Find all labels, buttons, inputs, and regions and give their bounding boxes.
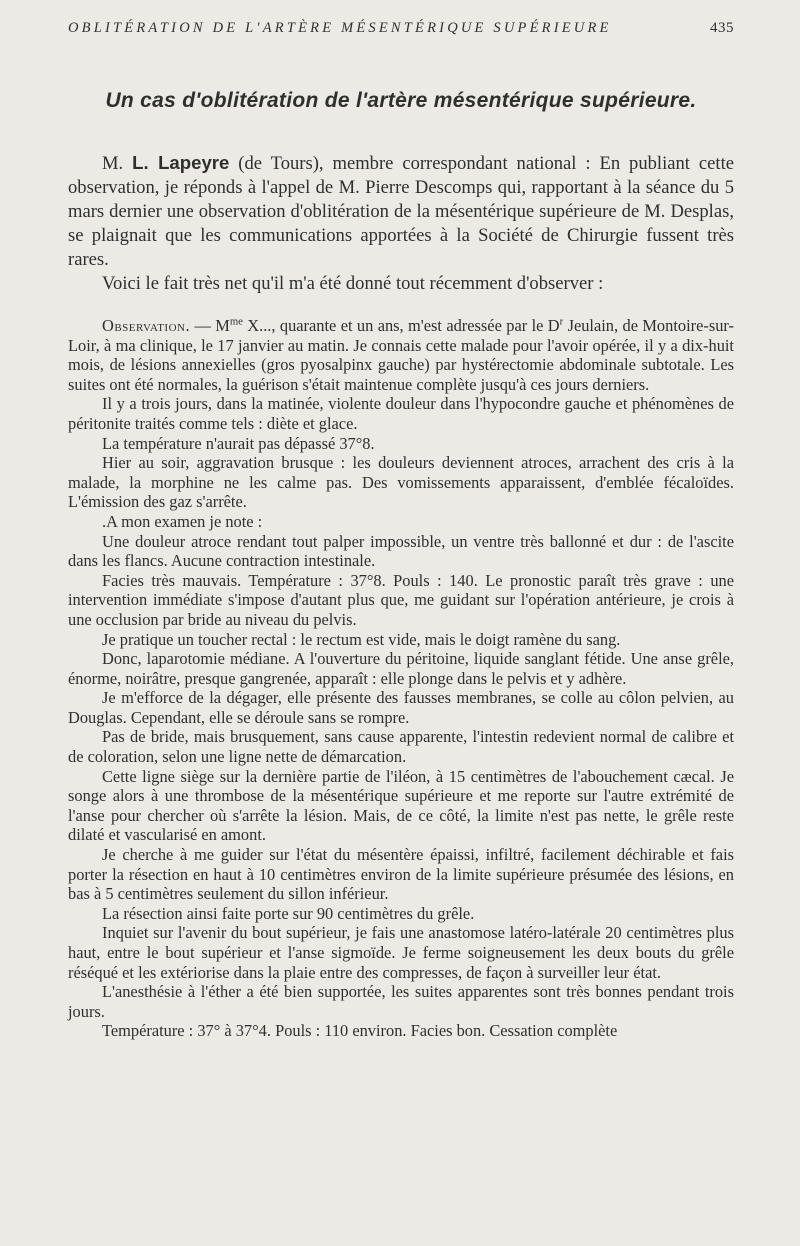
observation-paragraph: Je pratique un toucher rectal : le rectum est vide, mais le doigt ramène du sang. [102, 629, 621, 649]
intro-paragraph-1-text: (de Tours), membre correspondant national : En publiant cette observation, je réponds à l'appel de M. Pierre Descomps qui, rapportant à la séance du 5 mars dernier une observation d'oblitération de la mésentérique supérieure de M. Desplas, se plaignait que les communications apportées à la Société de Chirurgie fussent très rares. [68, 153, 734, 270]
observation-paragraph: Température : 37° à 37°4. Pouls : 110 environ. Facies bon. Cessation complète [102, 1021, 618, 1041]
running-title: OBLITÉRATION DE L'ARTÈRE MÉSENTÉRIQUE SUPÉRIEURE [68, 20, 612, 36]
author-name: L. Lapeyre [132, 152, 230, 173]
observation-paragraph: Cette ligne siège sur la dernière partie de l'iléon, à 15 centimètres de l'abouchement cæcal. Je songe alors à une thrombose de la mésentérique supérieure et me reporte sur l'autre extrémité de l'anse pour chercher où s'arrête la lésion. Mais, de ce côté, la limite n'est pas nette, le grêle reste dilaté et vascularisé en amont. [68, 766, 734, 845]
observation-paragraph: Pas de bride, mais brusquement, sans cause apparente, l'intestin redevient normal de calibre et de coloration, selon une ligne nette de démarcation. [68, 727, 734, 767]
observation-paragraph: Il y a trois jours, dans la matinée, violente douleur dans l'hypocondre gauche et phénomènes de péritonite traités comme tels : diète et glace. [68, 394, 734, 433]
observation-paragraph: Une douleur atroce rendant tout palper impossible, un ventre très ballonné et dur : de l'ascite dans les flancs. Aucune contraction intestinale. [68, 531, 734, 571]
observation-paragraph: Donc, laparotomie médiane. A l'ouverture du péritoine, liquide sanglant fétide. Une anse grêle, énorme, noirâtre, presque gangrenée, apparaît : elle plonge dans le pelvis et y adhère. [68, 649, 734, 688]
running-head [68, 20, 734, 37]
page-number: 435 [710, 20, 734, 36]
observation-label: Observation. [102, 316, 191, 335]
observation-paragraph: La température n'aurait pas dépassé 37°8. [102, 433, 375, 453]
author-prefix: M. [102, 153, 133, 174]
intro-section [68, 151, 734, 296]
intro-paragraph-1 [68, 151, 734, 272]
observation-paragraph: L'anesthésie à l'éther a été bien supportée, les suites apparentes sont très bonnes pendant trois jours. [68, 982, 734, 1021]
article-title: Un cas d'oblitération de l'artère mésentérique supérieure. [105, 89, 697, 112]
intro-paragraph-2: Voici le fait très net qu'il m'a été donné tout récemment d'observer : [102, 273, 604, 294]
observation-paragraph: Je cherche à me guider sur l'état du mésentère épaissi, infiltré, facilement déchirable et fais porter la résection en haut à 10 centimètres environ de la limite supérieure présumée des lésions, en bas à 5 centimètres seulement du sillon inférieur. [68, 845, 734, 904]
observation-section [68, 316, 734, 1041]
observation-paragraph: La résection ainsi faite porte sur 90 centimètres du grêle. [102, 903, 475, 923]
observation-paragraph: Facies très mauvais. Température : 37°8. Pouls : 140. Le pronostic paraît très grave : une intervention immédiate s'impose d'autant plus que, me guidant sur l'opération antérieure, je crois à une occlusion par bride au niveau du pelvis. [68, 570, 734, 629]
observation-paragraph: Je m'efforce de la dégager, elle présente des fausses membranes, se colle au côlon pelvien, au Douglas. Cependant, elle se déroule sans se rompre. [68, 688, 734, 727]
observation-paragraph-1: Observation. — $M^{me}$ X..., quarante et un ans, m'est adressée par le $D^r$ Jeulain, de Montoire-sur-Loir, à ma clinique, le 17 janvier au matin. Je connais cette malade pour l'avoir opérée, il y a dix-huit mois, de lésions annexielles (gros pyosalpinx gauche) par hystérectomie abdominale subtotale. Les suites ont été normales, la guérison s'était maintenue complète jusqu'à ces jours derniers. [68, 316, 734, 394]
observation-paragraph: .A mon examen je note : [102, 511, 263, 531]
observation-paragraph: Inquiet sur l'avenir du bout supérieur, je fais une anastomose latéro-latérale 20 centimètres plus haut, entre le bout supérieur et l'anse sigmoïde. Je ferme soigneusement les deux bouts du grêle réséqué et les extériorise dans la plaie entre des compresses, de façon à surveiller leur état. [68, 923, 734, 982]
observation-paragraph: Hier au soir, aggravation brusque : les douleurs deviennent atroces, arrachent des cris à la malade, la morphine ne les calme pas. Des vomissements apparaissent, d'emblée fécaloïdes. L'émission des gaz s'arrête. [68, 453, 734, 512]
